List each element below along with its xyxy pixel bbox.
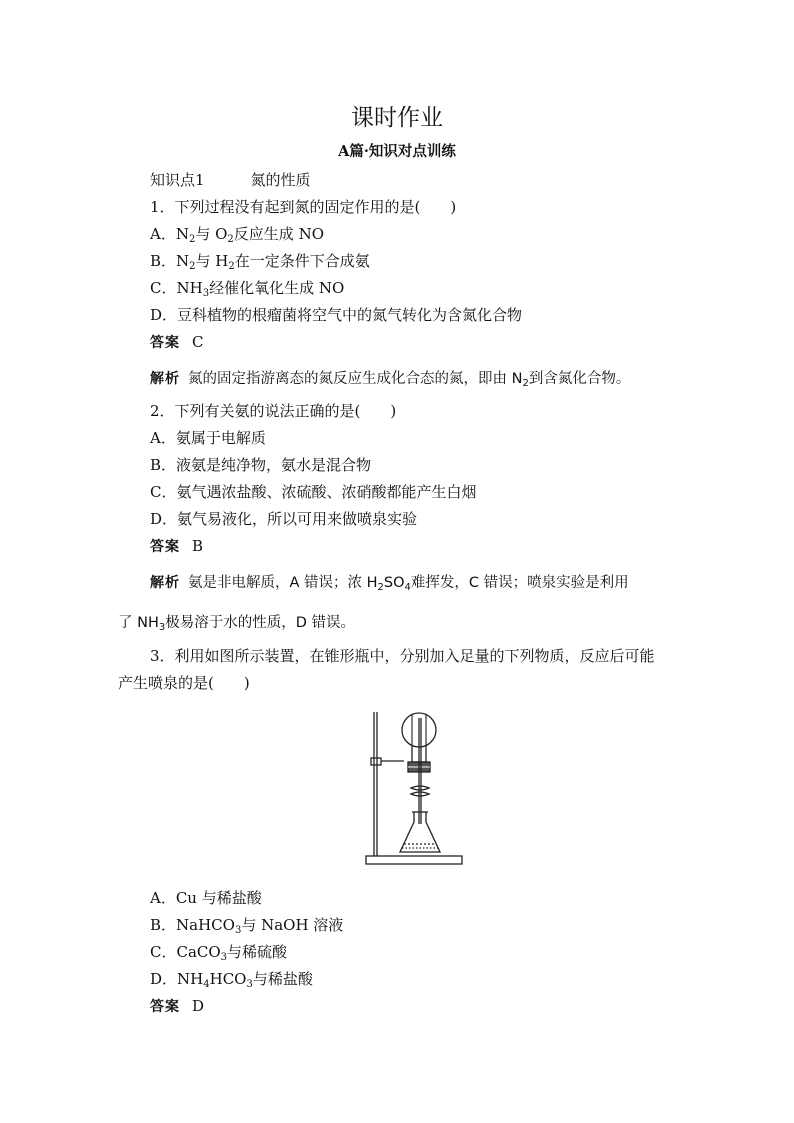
q1-answer — [150, 332, 203, 353]
q1-option-d: D．豆科植物的根瘤菌将空气中的氮气转化为含氮化合物 — [150, 306, 523, 324]
q3-option-b: B．NaHCO$_3$与 NaOH 溶液 — [150, 916, 344, 936]
q2-stem: 2．下列有关氨的说法正确的是( ) — [150, 402, 397, 420]
answer-value: B — [192, 537, 204, 555]
q3-answer — [150, 996, 204, 1017]
answer-label: 答案 — [150, 999, 180, 1015]
section-name: 氮的性质 — [250, 171, 311, 189]
answer-value: C — [192, 333, 204, 351]
q3-option-a: A．Cu 与稀盐酸 — [150, 889, 262, 907]
section-label: 知识点1 — [150, 171, 205, 189]
q2-option-c: C．氨气遇浓盐酸、浓硫酸、浓硝酸都能产生白烟 — [150, 483, 477, 501]
q3-option-d: D．$NH_4HCO_3$与稀盐酸 — [150, 970, 313, 990]
q2-option-b: B．液氨是纯净物，氨水是混合物 — [150, 456, 372, 474]
q1-option-a: A．$N_2$与 $O_2$反应生成 NO — [150, 225, 324, 245]
fountain-apparatus-figure — [360, 704, 470, 872]
q2-analysis-line1: 解析 氨是非电解质，A 错误；浓 $H_2SO_4$难挥发，C 错误；喷泉实验是利用 — [150, 575, 629, 593]
analysis-label: 解析 — [150, 371, 180, 387]
section-heading — [150, 170, 311, 190]
q2-answer — [150, 536, 203, 557]
q3-stem-line1: 3．利用如图所示装置，在锥形瓶中，分别加入足量的下列物质，反应后可能 — [150, 647, 655, 665]
q3-stem-line2: 产生喷泉的是( ) — [118, 674, 250, 692]
conical-flask — [400, 812, 440, 852]
page-title: 课时作业 — [351, 105, 443, 131]
page-subtitle: A篇·知识对点训练 — [338, 143, 456, 160]
answer-label: 答案 — [150, 539, 180, 555]
q1-option-b: B．$N_2$与 $H_2$在一定条件下合成氨 — [150, 252, 370, 272]
q3-option-c: C．CaCO$_3$与稀硫酸 — [150, 943, 288, 963]
q2-option-d: D．氨气易液化，所以可用来做喷泉实验 — [150, 510, 418, 528]
answer-label: 答案 — [150, 335, 180, 351]
q2-option-a: A．氨属于电解质 — [150, 429, 266, 447]
q2-analysis-line2: 了 $NH_3$极易溶于水的性质，D 错误。 — [118, 615, 356, 633]
q1-stem: 1．下列过程没有起到氮的固定作用的是( ) — [150, 198, 457, 216]
q1-analysis: 解析 氮的固定指游离态的氮反应生成化合态的氮，即由 $N_2$到含氮化合物。 — [150, 371, 631, 389]
q1-option-c: C．$NH_3$经催化氧化生成 NO — [150, 279, 345, 299]
answer-value: D — [192, 997, 205, 1015]
analysis-label: 解析 — [150, 575, 180, 591]
stand-base — [366, 856, 462, 864]
